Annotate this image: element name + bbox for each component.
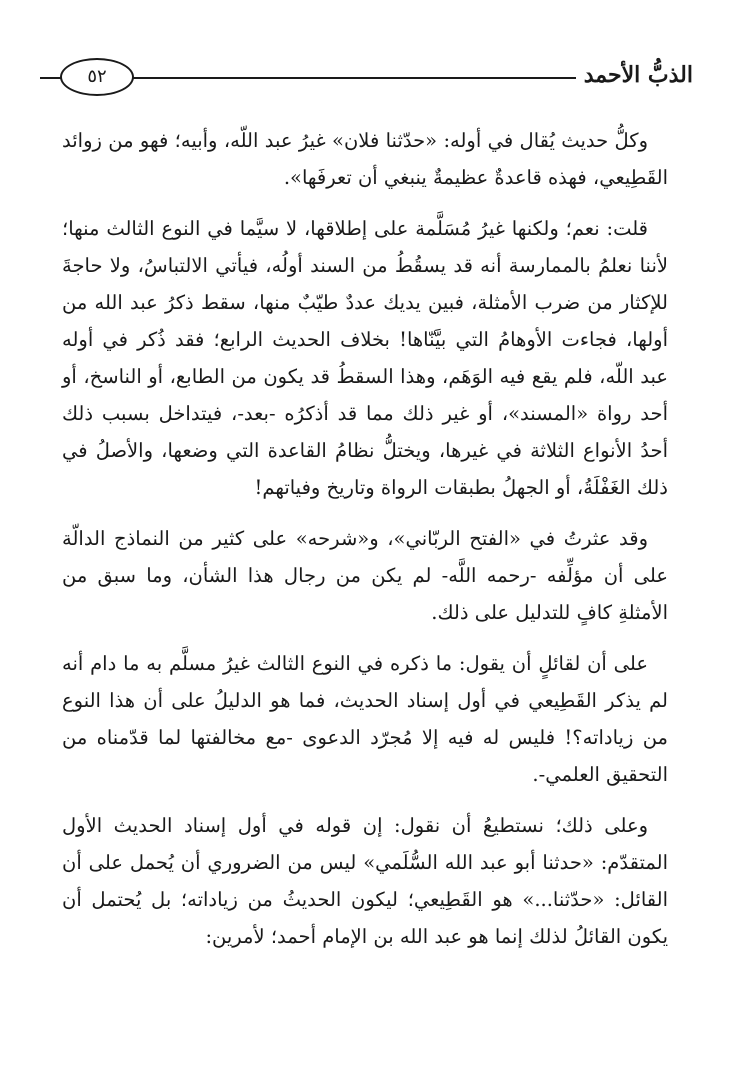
paragraph: وعلى ذلك؛ نستطيعُ أن نقول: إن قوله في أول إسناد الحديث الأول المتقدّم: «حدثنا أبو عبد الله السُّلَمي» ليس من الضروري أن يُحمل على أن القائل: «حدّثنا...» هو القَطِيعي؛ ليكون الحديثُ من زياداته؛ بل يُحتمل أن يكون القائلُ لذلك إنما هو عبد الله بن الإمام أحمد؛ لأمرين: [62,814,668,948]
paragraph: وكلُّ حديث يُقال في أوله: «حدّثنا فلان» غيرُ عبد اللّه، وأبيه؛ فهو من زوائد القَطِيعي، فهذه قاعدةٌ عظيمةٌ ينبغي أن تعرفَها». [62,129,668,189]
paragraph: قلت: نعم؛ ولكنها غيرُ مُسَلَّمة على إطلاقها، لا سيَّما في النوع الثالث منها؛ لأننا نعلمُ بالممارسة أنه قد يسقُطُ من السند أولُه، فيأتي الالتباسُ، ولا حاجةَ للإكثار من ضرب الأمثلة، فبين يديك عددٌ طيّبٌ منها، سقط ذكرُ عبد الله من أولها، فجاءت الأوهامُ التي بيَّنّاها! بخلاف الحديث الرابع؛ فقد ذُكر في أوله عبد اللّه، فلم يقع فيه الوَهَم، وهذا السقطُ قد يكون من الطابع، أو الناسخ، أو أحد رواة «المسند»، أو غير ذلك مما قد أذكرُه -بعد-، فيتداخل بسبب ذلك أحدُ الأنواع الثلاثة في غيرها، ويختلُّ نظامُ القاعدة التي وضعها، والأصلُ في ذلك الغَفْلَةُ، أو الجهلُ بطبقات الرواة وتاريخ وفياتهم! [62,217,668,499]
page-header [40,55,693,95]
page-number: ٥٢ [60,58,134,96]
book-title: الذبُّ الأحمد [576,55,693,95]
paragraph: على أن لقائلٍ أن يقول: ما ذكره في النوع الثالث غيرُ مسلَّم به ما دام أنه لم يذكر القَطِيعي في أول إسناد الحديث، فما هو الدليلُ على أن هذا النوع من زياداته؟! فليس له فيه إلا مُجرّد الدعوى -مع مخالفتها لما قدّمناه من التحقيق العلمي-. [62,652,668,786]
page-body [62,122,668,969]
paragraph: وقد عثرتُ في «الفتح الربّاني»، و«شرحه» على كثير من النماذج الدالّة على أن مؤلِّفه -رحمه اللَّه- لم يكن من رجال هذا الشأن، وما سبق من الأمثلةِ كافٍ للتدليل على ذلك. [62,527,668,624]
